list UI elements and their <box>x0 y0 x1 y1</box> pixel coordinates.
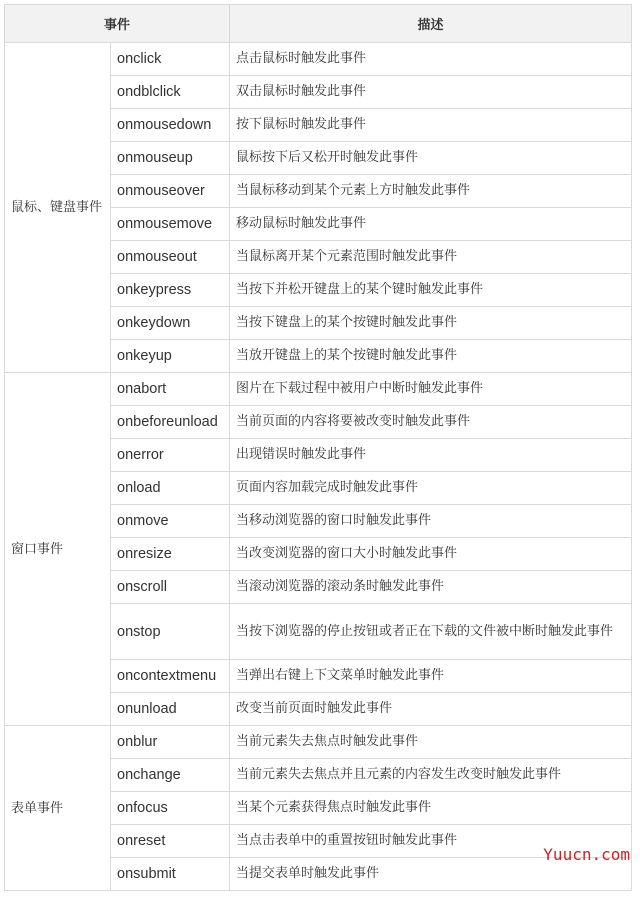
table-row <box>5 373 632 406</box>
event-description-cell: 当按下键盘上的某个按键时触发此事件 <box>230 307 632 340</box>
event-name-cell: onerror <box>111 439 230 472</box>
event-description-cell: 双击鼠标时触发此事件 <box>230 76 632 109</box>
event-group-name: 表单事件 <box>5 726 111 891</box>
event-description-cell: 当按下浏览器的停止按钮或者正在下载的文件被中断时触发此事件 <box>230 604 632 660</box>
event-description-cell: 当移动浏览器的窗口时触发此事件 <box>230 505 632 538</box>
header-description: 描述 <box>230 5 632 43</box>
table-header-row <box>5 5 632 43</box>
event-description-cell: 当滚动浏览器的滚动条时触发此事件 <box>230 571 632 604</box>
event-description-cell: 页面内容加载完成时触发此事件 <box>230 472 632 505</box>
event-name-cell: onkeyup <box>111 340 230 373</box>
event-description-cell: 当鼠标移动到某个元素上方时触发此事件 <box>230 175 632 208</box>
event-description-cell: 当弹出右键上下文菜单时触发此事件 <box>230 660 632 693</box>
event-description-cell: 图片在下载过程中被用户中断时触发此事件 <box>230 373 632 406</box>
event-name-cell: onresize <box>111 538 230 571</box>
event-name-cell: onunload <box>111 693 230 726</box>
event-description-cell: 出现错误时触发此事件 <box>230 439 632 472</box>
event-name-cell: onchange <box>111 759 230 792</box>
event-description-cell: 鼠标按下后又松开时触发此事件 <box>230 142 632 175</box>
event-group-name: 窗口事件 <box>5 373 111 726</box>
event-name-cell: onload <box>111 472 230 505</box>
event-description-cell: 当某个元素获得焦点时触发此事件 <box>230 792 632 825</box>
event-name-cell: onmove <box>111 505 230 538</box>
table-body <box>5 43 632 891</box>
event-name-cell: oncontextmenu <box>111 660 230 693</box>
event-name-cell: onabort <box>111 373 230 406</box>
event-name-cell: onmousemove <box>111 208 230 241</box>
event-name-cell: onkeydown <box>111 307 230 340</box>
event-name-cell: onkeypress <box>111 274 230 307</box>
event-description-cell: 当前页面的内容将要被改变时触发此事件 <box>230 406 632 439</box>
events-table <box>4 4 632 891</box>
header-event: 事件 <box>5 5 230 43</box>
event-description-cell: 当前元素失去焦点时触发此事件 <box>230 726 632 759</box>
event-name-cell: onstop <box>111 604 230 660</box>
event-name-cell: onmouseover <box>111 175 230 208</box>
event-name-cell: onsubmit <box>111 858 230 891</box>
event-name-cell: onmouseout <box>111 241 230 274</box>
event-name-cell: onfocus <box>111 792 230 825</box>
event-name-cell: onbeforeunload <box>111 406 230 439</box>
event-description-cell: 点击鼠标时触发此事件 <box>230 43 632 76</box>
event-group-name: 鼠标、键盘事件 <box>5 43 111 373</box>
event-name-cell: ondblclick <box>111 76 230 109</box>
event-description-cell: 当改变浏览器的窗口大小时触发此事件 <box>230 538 632 571</box>
table-row <box>5 43 632 76</box>
event-description-cell: 当按下并松开键盘上的某个键时触发此事件 <box>230 274 632 307</box>
event-name-cell: onmouseup <box>111 142 230 175</box>
event-description-cell: 当放开键盘上的某个按键时触发此事件 <box>230 340 632 373</box>
event-name-cell: onreset <box>111 825 230 858</box>
event-description-cell: 按下鼠标时触发此事件 <box>230 109 632 142</box>
event-name-cell: onmousedown <box>111 109 230 142</box>
event-name-cell: onclick <box>111 43 230 76</box>
event-description-cell: 当鼠标离开某个元素范围时触发此事件 <box>230 241 632 274</box>
event-name-cell: onscroll <box>111 571 230 604</box>
watermark: Yuucn.com <box>543 845 630 864</box>
event-description-cell: 当提交表单时触发此事件 <box>230 858 632 891</box>
event-name-cell: onblur <box>111 726 230 759</box>
table-row <box>5 726 632 759</box>
event-description-cell: 移动鼠标时触发此事件 <box>230 208 632 241</box>
event-description-cell: 当点击表单中的重置按钮时触发此事件 <box>230 825 632 858</box>
event-description-cell: 当前元素失去焦点并且元素的内容发生改变时触发此事件 <box>230 759 632 792</box>
event-description-cell: 改变当前页面时触发此事件 <box>230 693 632 726</box>
